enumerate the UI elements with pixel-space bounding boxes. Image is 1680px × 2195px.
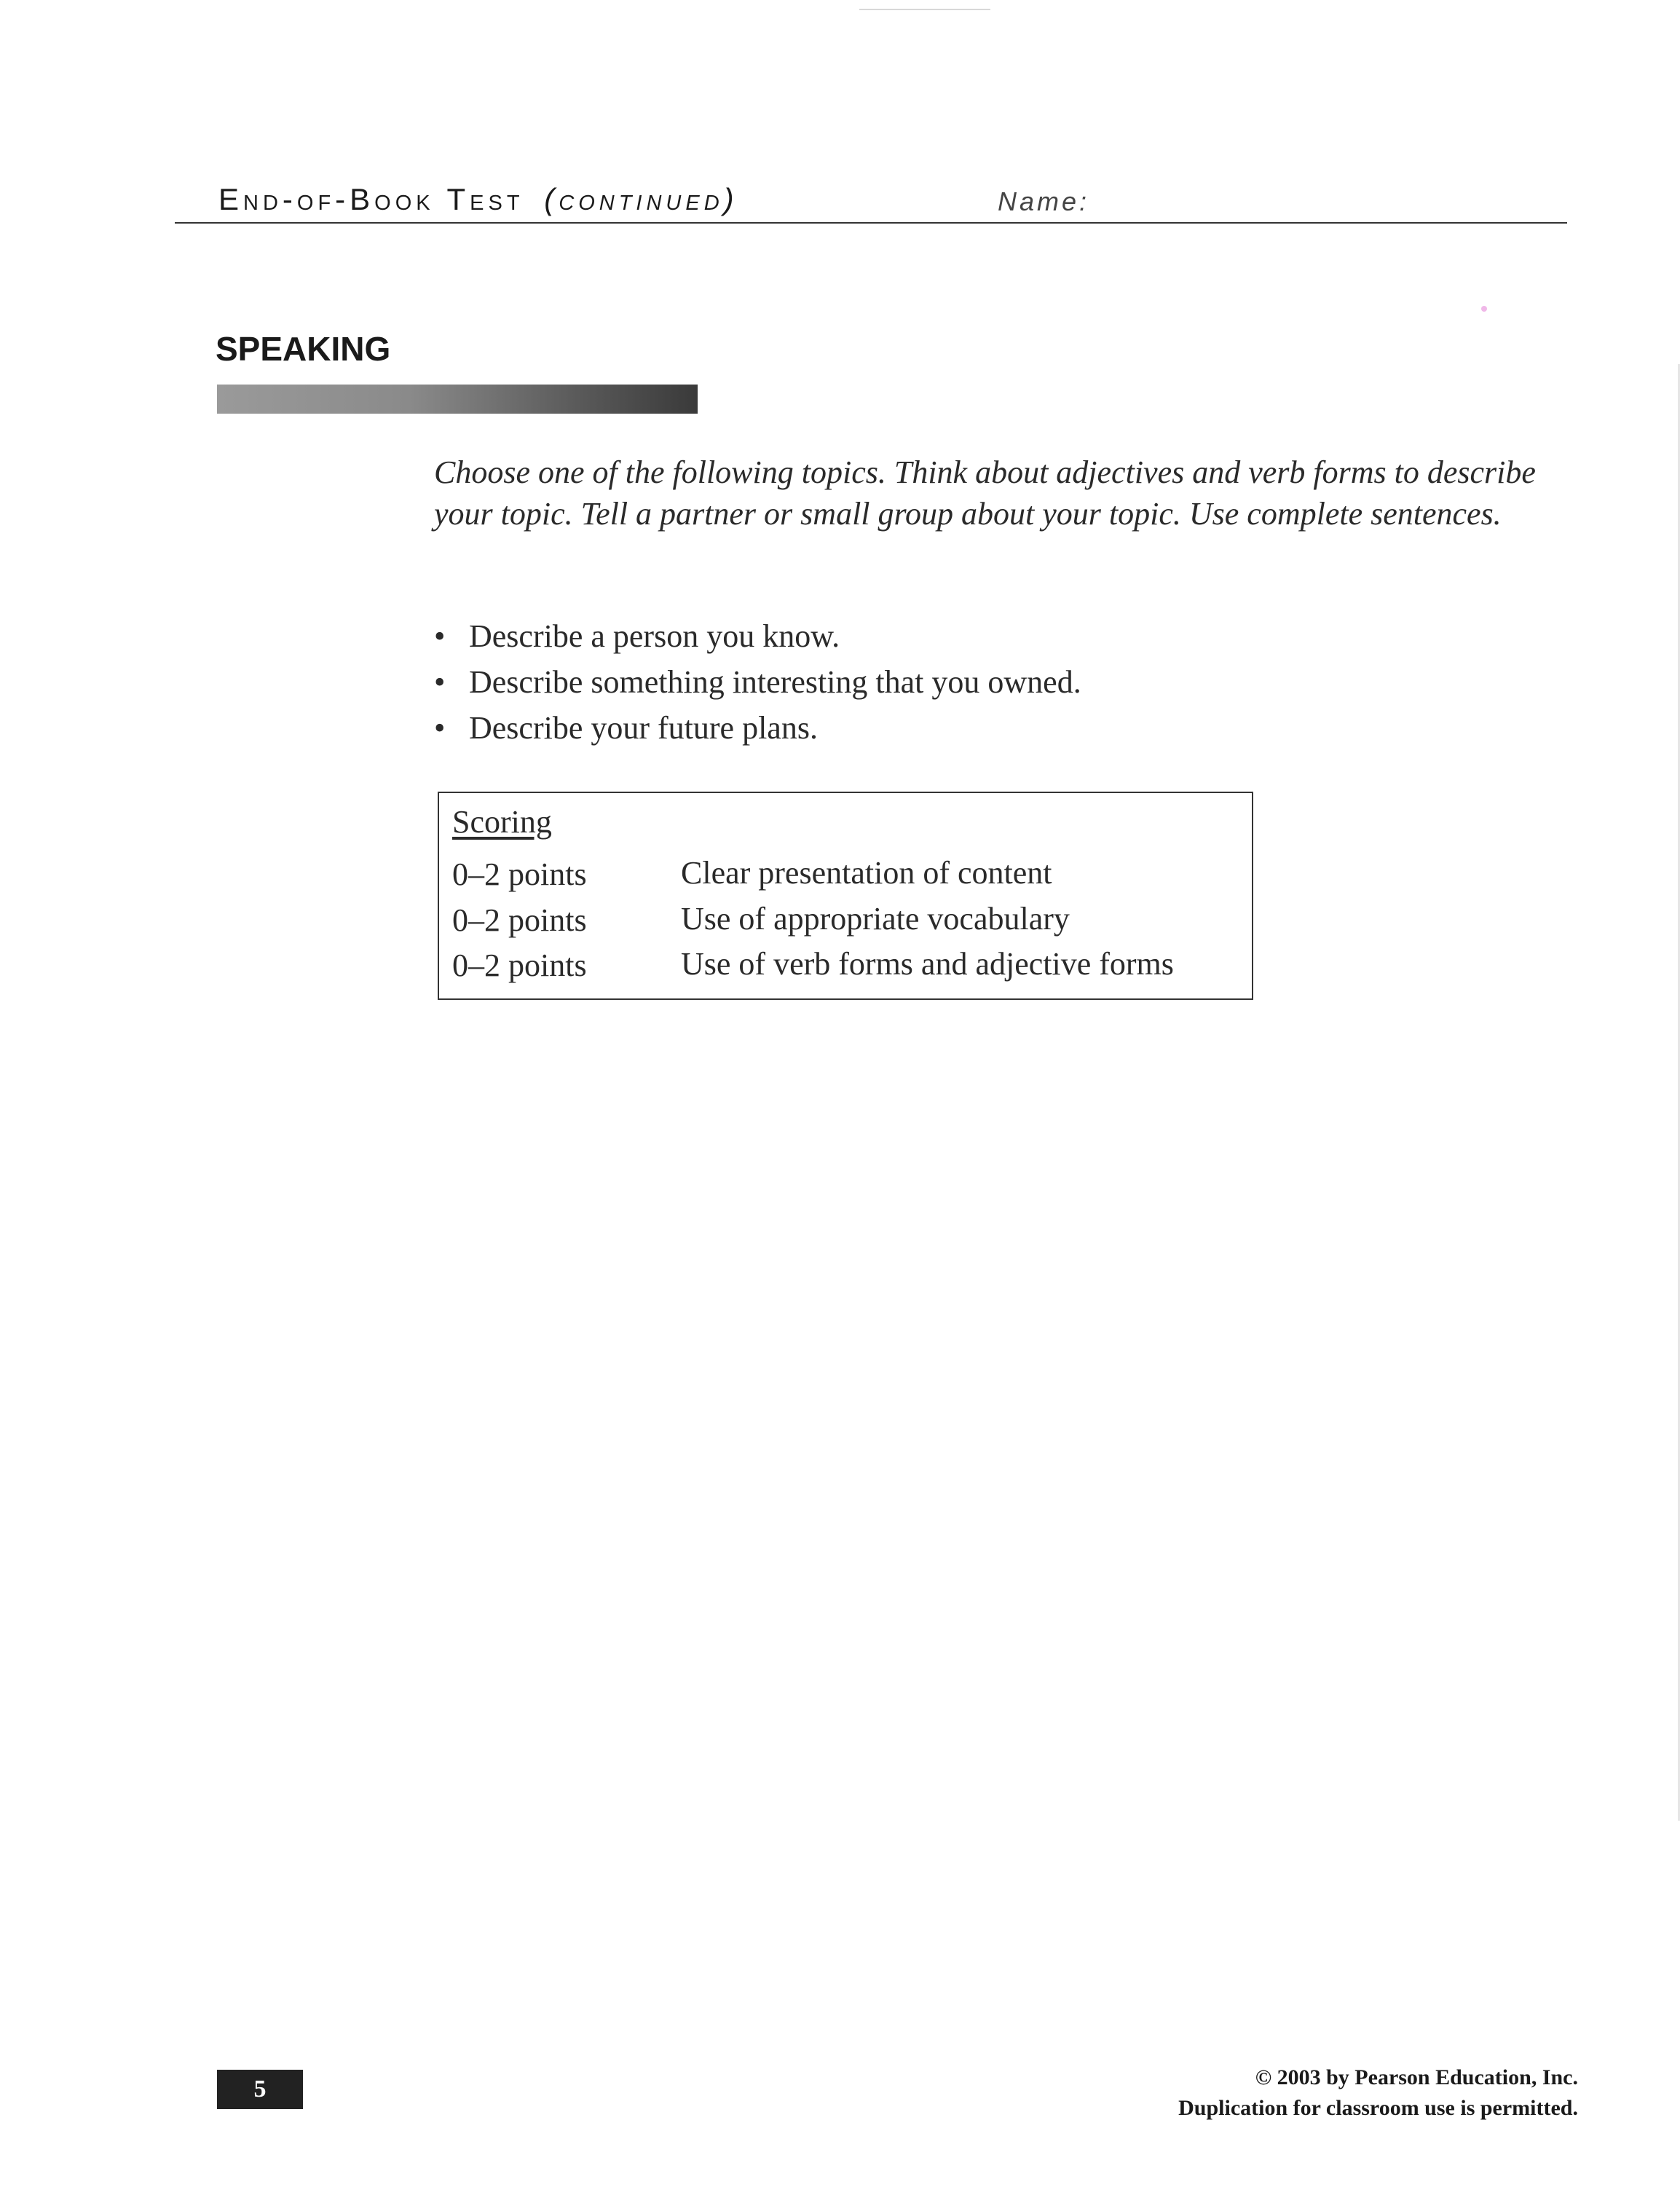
bullet-icon: • — [434, 664, 446, 700]
list-item — [434, 613, 1081, 659]
scoring-points: 0–2 points — [452, 947, 587, 983]
test-title — [218, 182, 738, 217]
scoring-criterion: Clear presentation of content — [681, 855, 1052, 891]
test-title-text: End-of-Book Test — [218, 182, 524, 216]
name-label: Name: — [998, 186, 1090, 216]
copyright-line: © 2003 by Pearson Education, Inc. — [1255, 2065, 1578, 2089]
scoring-points: 0–2 points — [452, 902, 587, 938]
scoring-points: 0–2 points — [452, 856, 587, 892]
copyright-notice — [1178, 2062, 1578, 2124]
topics-list — [434, 613, 1081, 751]
section-bar — [217, 385, 698, 414]
ink-speck — [1481, 306, 1487, 312]
scoring-criterion: Use of verb forms and adjective forms — [681, 946, 1174, 982]
topic-text: Describe your future plans. — [469, 710, 818, 746]
scoring-box — [438, 792, 1253, 1000]
scoring-row — [452, 947, 1246, 990]
page-header — [175, 182, 1567, 223]
bullet-icon: • — [434, 710, 446, 746]
header-rule — [175, 222, 1567, 224]
instructions: Choose one of the following topics. Think about adjectives and verb forms to describe your topic. Tell a partner or small group about your topic. Use complete sentences. — [434, 454, 1536, 532]
scoring-criterion: Use of appropriate vocabulary — [681, 901, 1070, 937]
topic-text: Describe a person you know. — [469, 618, 840, 654]
bullet-icon: • — [434, 618, 446, 654]
list-item — [434, 705, 1081, 751]
scoring-row — [452, 902, 1246, 945]
section-title: SPEAKING — [216, 330, 391, 368]
scoring-title: Scoring — [452, 804, 552, 840]
scoring-row — [452, 856, 1246, 899]
list-item — [434, 659, 1081, 705]
scan-artifact — [859, 9, 990, 10]
topic-text: Describe something interesting that you owned. — [469, 664, 1081, 700]
continued-label: (continued) — [544, 182, 738, 216]
duplication-line: Duplication for classroom use is permitted. — [1178, 2096, 1578, 2120]
page-number: 5 — [217, 2070, 303, 2109]
